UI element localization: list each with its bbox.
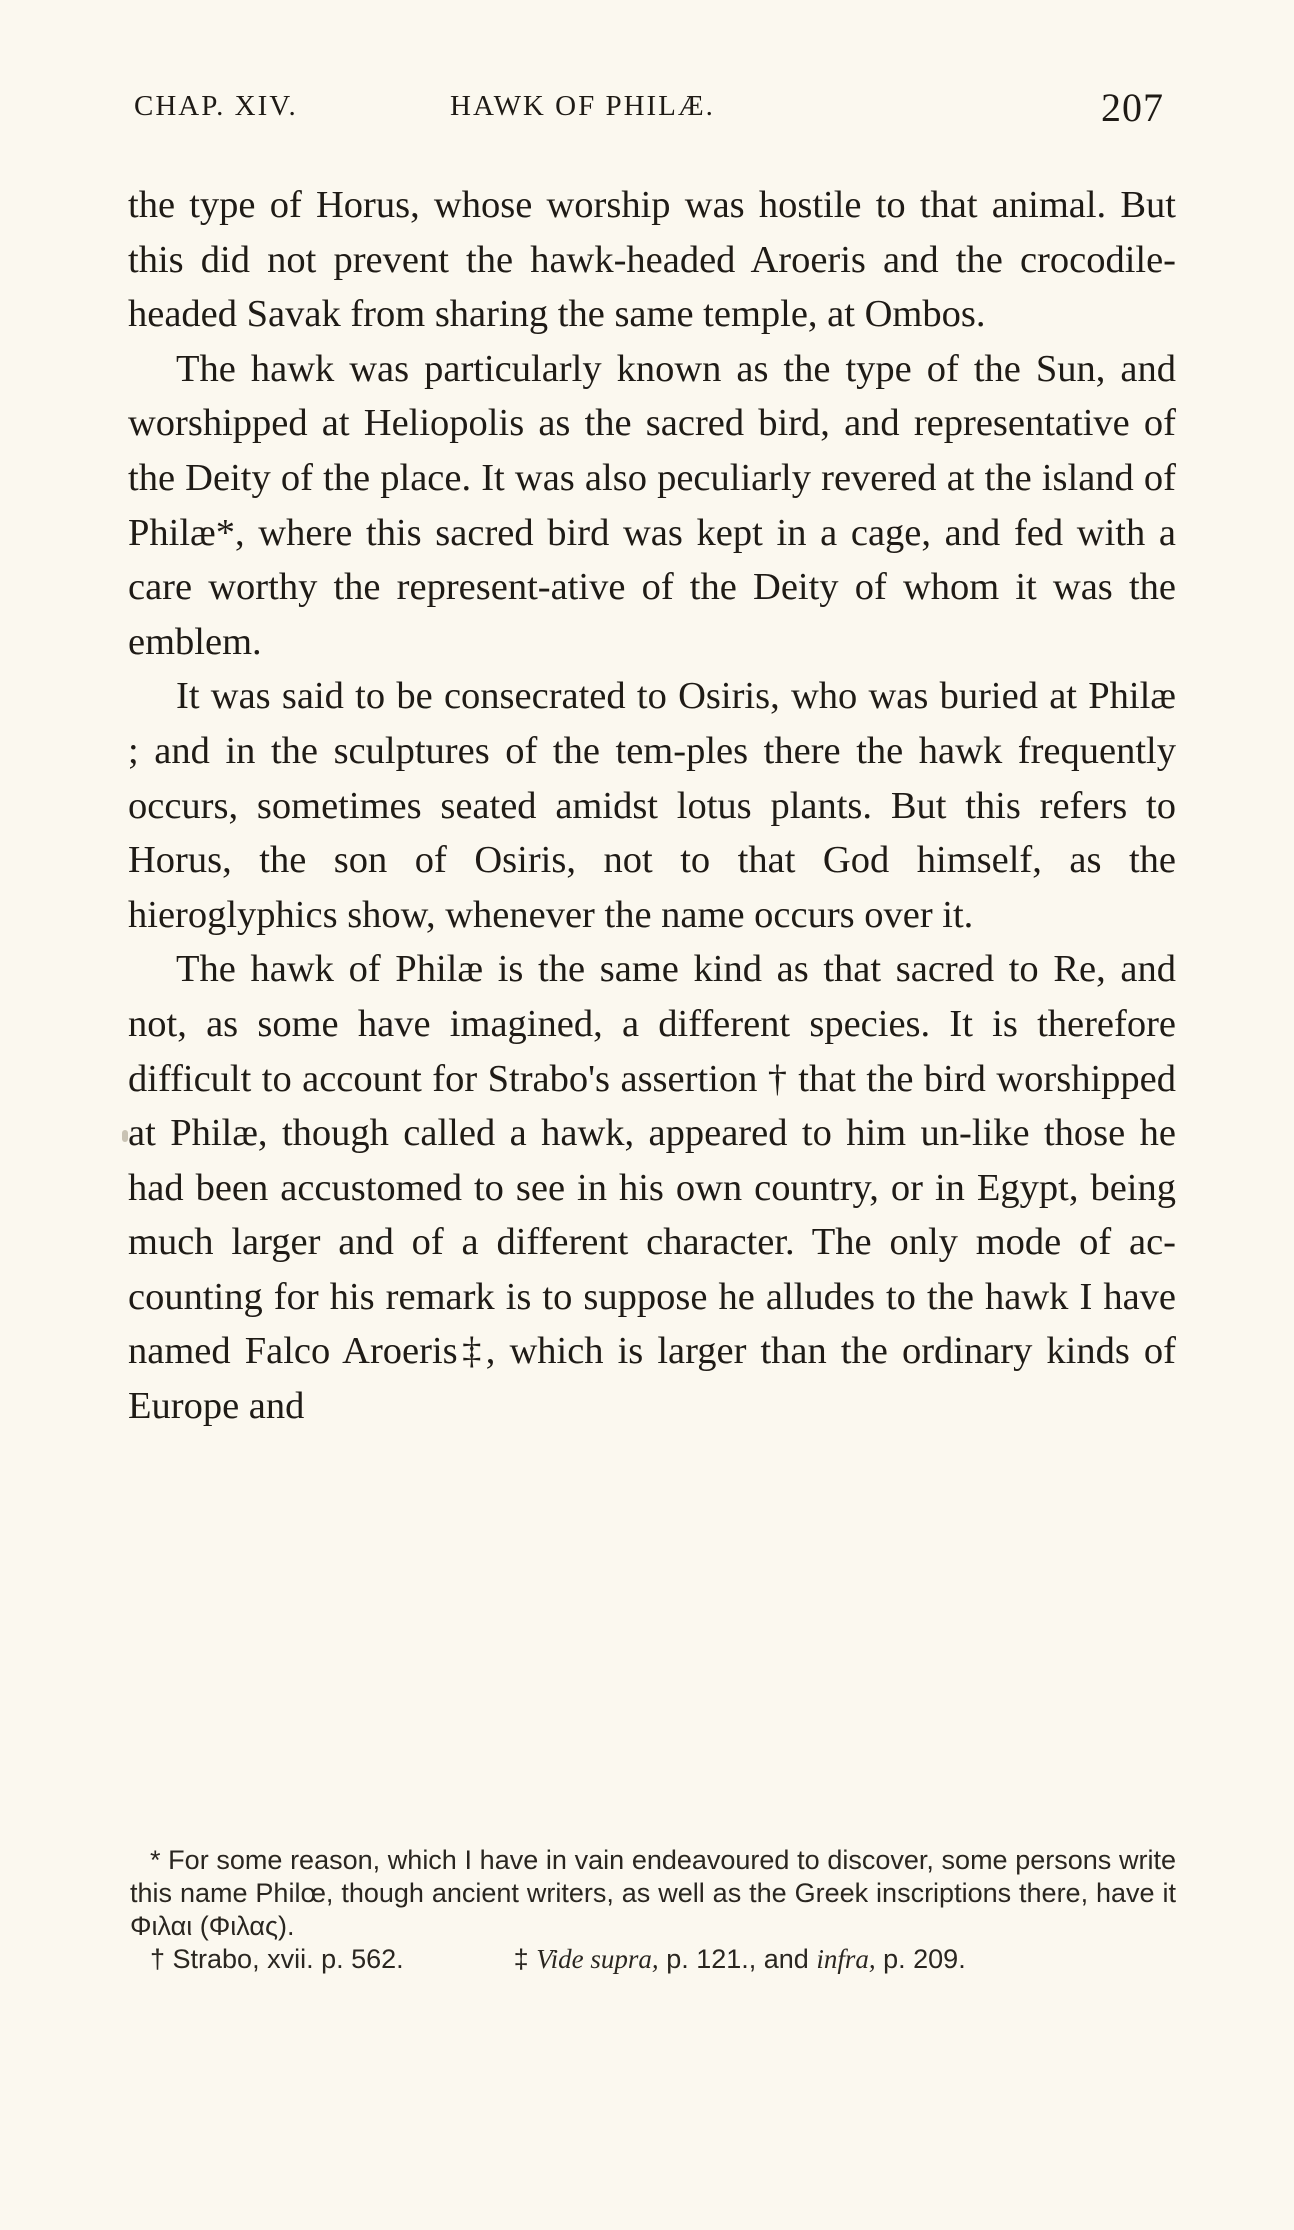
footnote-3-vide: Vide supra, <box>536 1944 659 1974</box>
footnote-1: * For some reason, which I have in vain endeavoured to discover, some persons write this name Philœ, though ancient writers, as well as the Greek inscriptions there, have it Φιλαι (Φιλας). <box>130 1845 1176 1941</box>
page-header <box>134 84 1164 128</box>
footnote-3-infra: infra, <box>816 1944 876 1974</box>
footnotes <box>130 1844 1176 1976</box>
running-title: HAWK OF PHILÆ. <box>450 90 715 122</box>
body-text <box>128 178 1176 1434</box>
footnote-2: † Strabo, xvii. p. 562. <box>150 1944 404 1974</box>
footnote-3-mid: p. 121., and <box>666 1944 809 1974</box>
footnote-3-mark: ‡ <box>513 1944 529 1974</box>
footnote-line-2 <box>130 1943 1176 1976</box>
paragraph-3: It was said to be consecrated to Osiris, who was buried at Philæ ; and in the sculptures of the tem-ples there the hawk frequently occurs, sometimes seated amidst lotus plants. But this refers to Horus, the son of Osiris, not to that God himself, as the hieroglyphics show, whenever the name occurs over it. <box>128 675 1176 936</box>
paragraph-2: The hawk was particularly known as the type of the Sun, and worshipped at Heliopolis as the sacred bird, and representative of the Deity of the place. It was also peculiarly revered at the island of Philæ*, where this sacred bird was kept in a cage, and fed with a care worthy the represent-ative of the Deity of whom it was the emblem. <box>128 347 1176 663</box>
chapter-label: CHAP. XIV. <box>134 90 298 122</box>
paper-speck <box>122 1130 128 1142</box>
paragraph-1: the type of Horus, whose worship was hostile to that animal. But this did not prevent the hawk-headed Aroeris and the crocodile-headed Savak from sharing the same temple, at Ombos. <box>128 184 1176 336</box>
footnote-3-end: p. 209. <box>883 1944 966 1974</box>
footnote-3 <box>494 1943 966 1976</box>
paragraph-4: The hawk of Philæ is the same kind as that sacred to Re, and not, as some have imagined, a different species. It is therefore difficult to account for Strabo's assertion † that the bird worshipped at Philæ, though called a hawk, appeared to him un-like those he had been accustomed to see in his own country, or in Egypt, being much larger and of a different character. The only mode of ac-counting for his remark is to suppose he alludes to the hawk I have named Falco Aroeris‡, which is larger than the ordinary kinds of Europe and <box>128 948 1176 1428</box>
page-number: 207 <box>1101 85 1164 130</box>
